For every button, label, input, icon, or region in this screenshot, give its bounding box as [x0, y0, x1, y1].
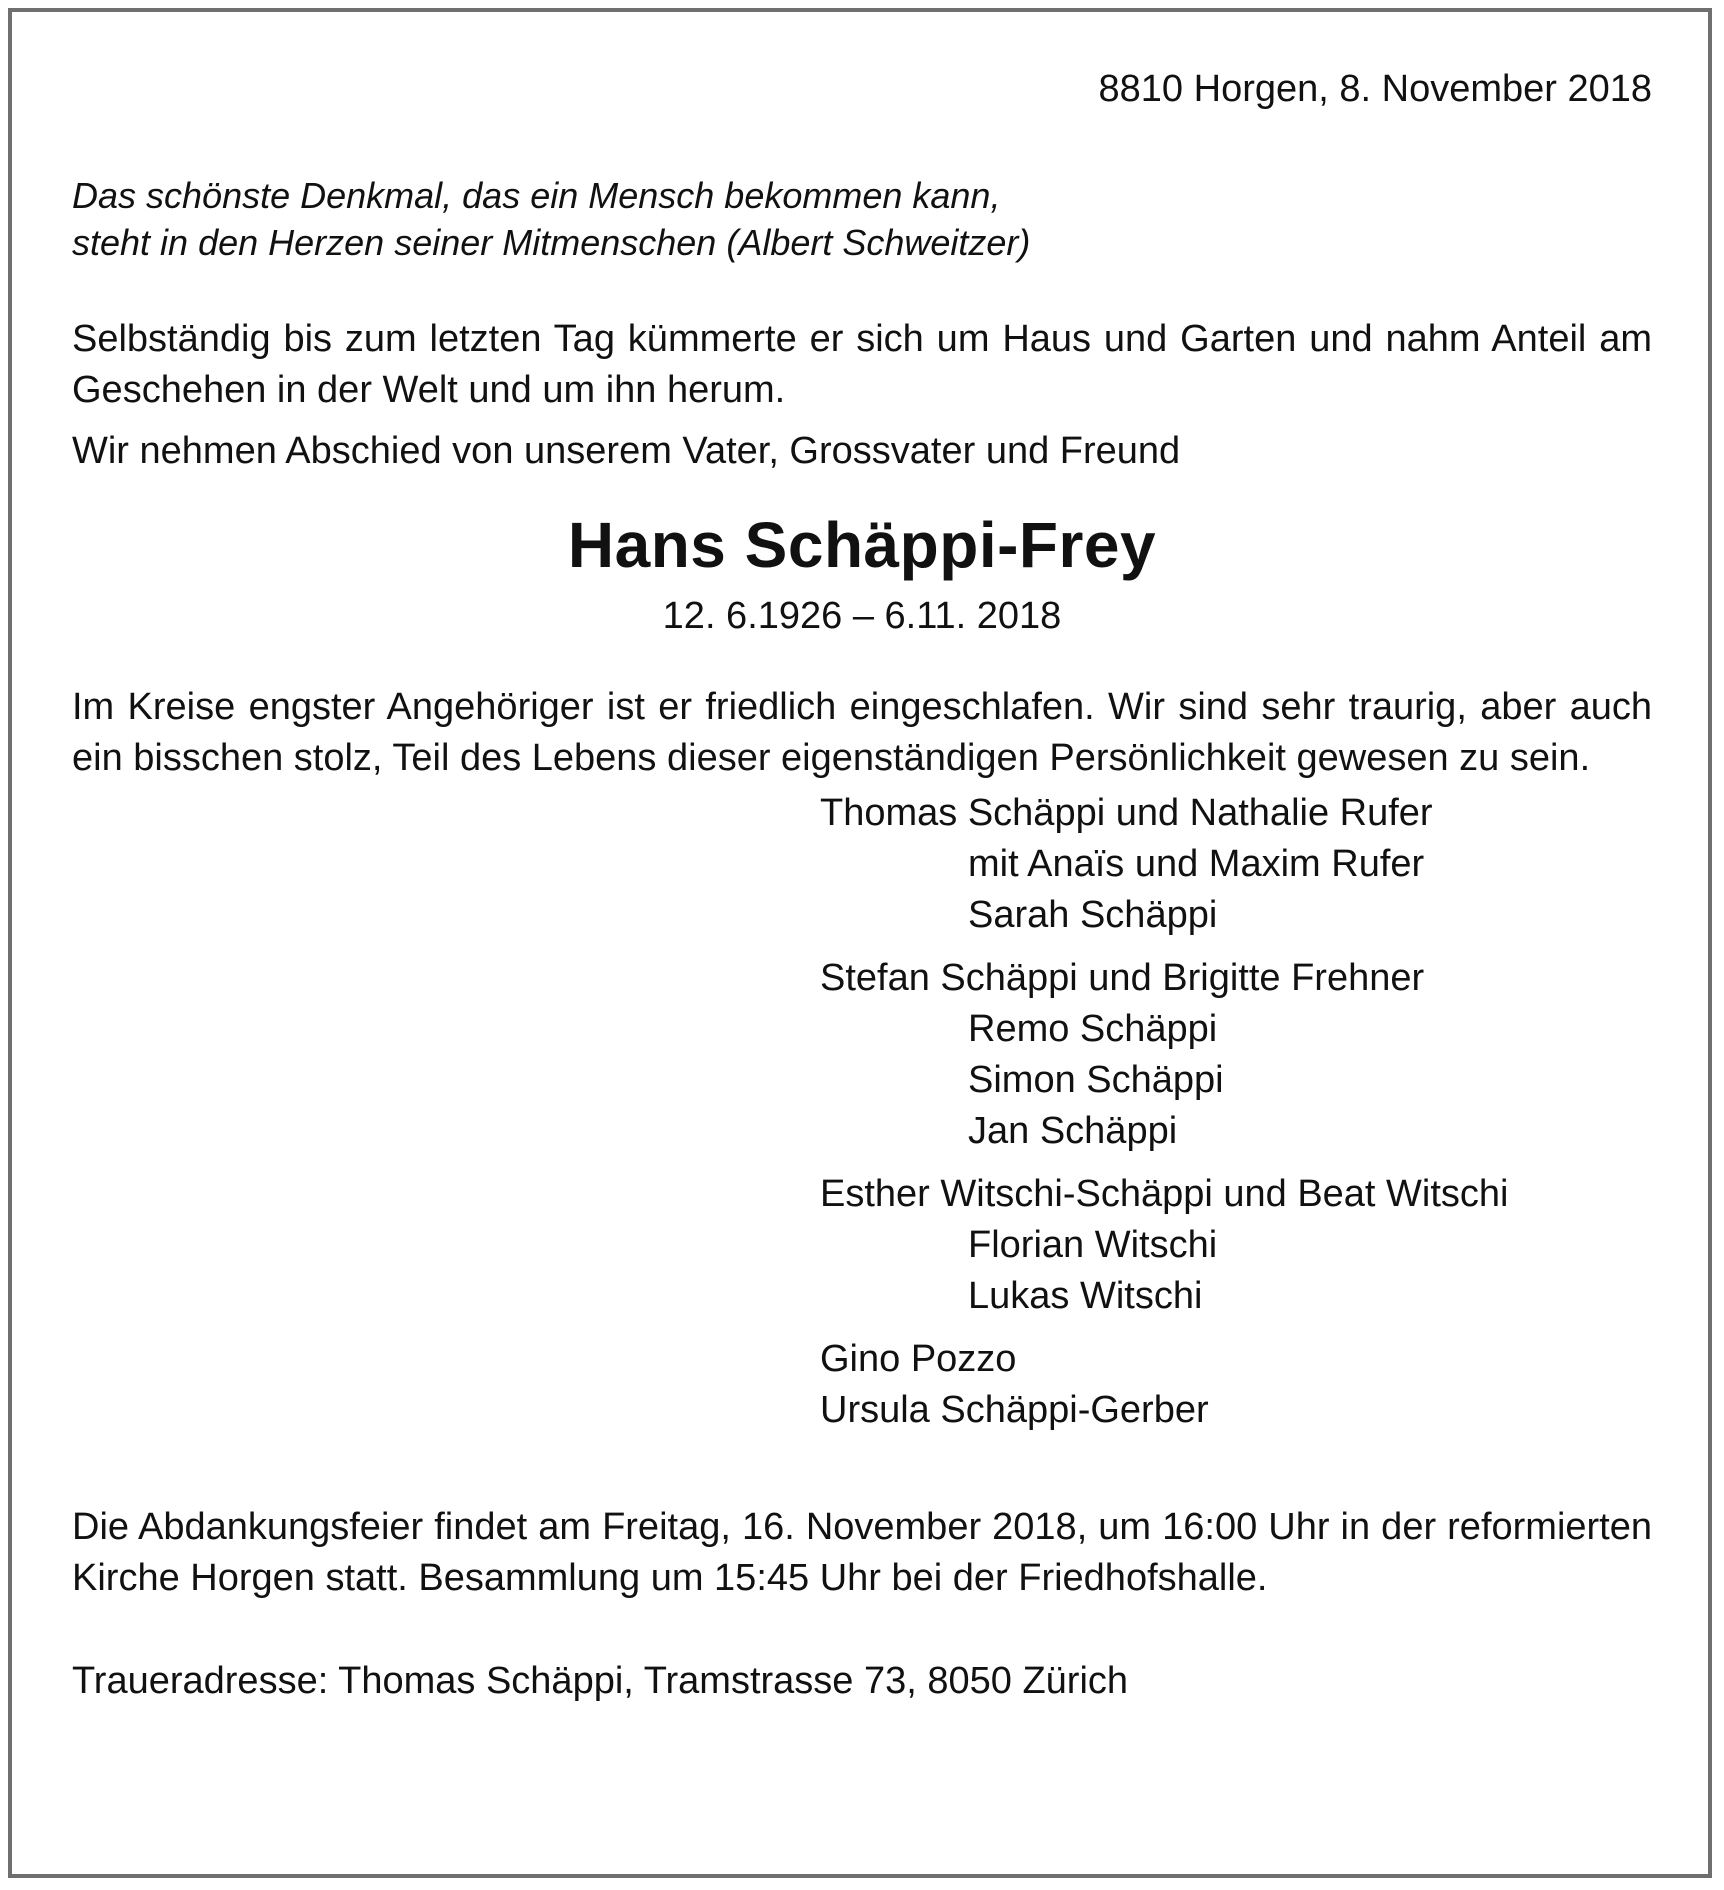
mourner-family — [820, 1334, 1652, 1436]
mourner-child: Lukas Witschi — [968, 1275, 1203, 1317]
farewell-line: Wir nehmen Abschied von unserem Vater, Grossvater und Freund — [72, 430, 1181, 472]
mourner-child: Jan Schäppi — [968, 1110, 1178, 1152]
mourner-head: Esther Witschi-Schäppi und Beat Witschi — [820, 1173, 1509, 1215]
mourner-child: Simon Schäppi — [968, 1059, 1224, 1101]
mourner-child: Remo Schäppi — [968, 1008, 1218, 1050]
intro-paragraph: Selbständig bis zum letzten Tag kümmerte er sich um Haus und Garten und nahm Anteil am Geschehen in der Welt und um ihn herum. — [72, 318, 1652, 411]
mourner-head: Thomas Schäppi und Nathalie Rufer — [820, 792, 1433, 834]
mourner-child: Sarah Schäppi — [968, 894, 1218, 936]
mourner-head: Gino Pozzo — [820, 1338, 1017, 1380]
quote — [72, 172, 1652, 266]
mourner-head: Ursula Schäppi-Gerber — [820, 1389, 1209, 1431]
mourning-address: Traueradresse: Thomas Schäppi, Tramstrasse 73, 8050 Zürich — [72, 1660, 1129, 1702]
mourner-family — [820, 1169, 1652, 1322]
place-date: 8810 Horgen, 8. November 2018 — [1098, 68, 1652, 110]
life-dates: 12. 6.1926 – 6.11. 2018 — [662, 595, 1062, 637]
deceased-name: Hans Schäppi-Frey — [567, 509, 1157, 581]
quote-line-1: Das schönste Denkmal, das ein Mensch bekommen kann, — [72, 175, 1001, 216]
quote-line-2: steht in den Herzen seiner Mitmenschen (Albert Schweitzer) — [72, 222, 1031, 263]
mourner-child: mit Anaïs und Maxim Rufer — [968, 843, 1425, 885]
mourner-family — [820, 953, 1652, 1157]
mourner-family — [820, 788, 1652, 941]
mourners-list — [820, 788, 1652, 1436]
passing-paragraph: Im Kreise engster Angehöriger ist er friedlich eingeschlafen. Wir sind sehr traurig, aber auch ein bisschen stolz, Teil des Lebens dieser eigenständigen Persönlichkeit gewesen zu sein. — [72, 686, 1652, 779]
ceremony-paragraph: Die Abdankungsfeier findet am Freitag, 16. November 2018, um 16:00 Uhr in der reformierten Kirche Horgen statt. Besammlung um 15:45 Uhr bei der Friedhofshalle. — [72, 1506, 1652, 1599]
mourner-child: Florian Witschi — [968, 1224, 1218, 1266]
mourner-head: Stefan Schäppi und Brigitte Frehner — [820, 957, 1425, 999]
obituary-notice — [72, 64, 1652, 1707]
